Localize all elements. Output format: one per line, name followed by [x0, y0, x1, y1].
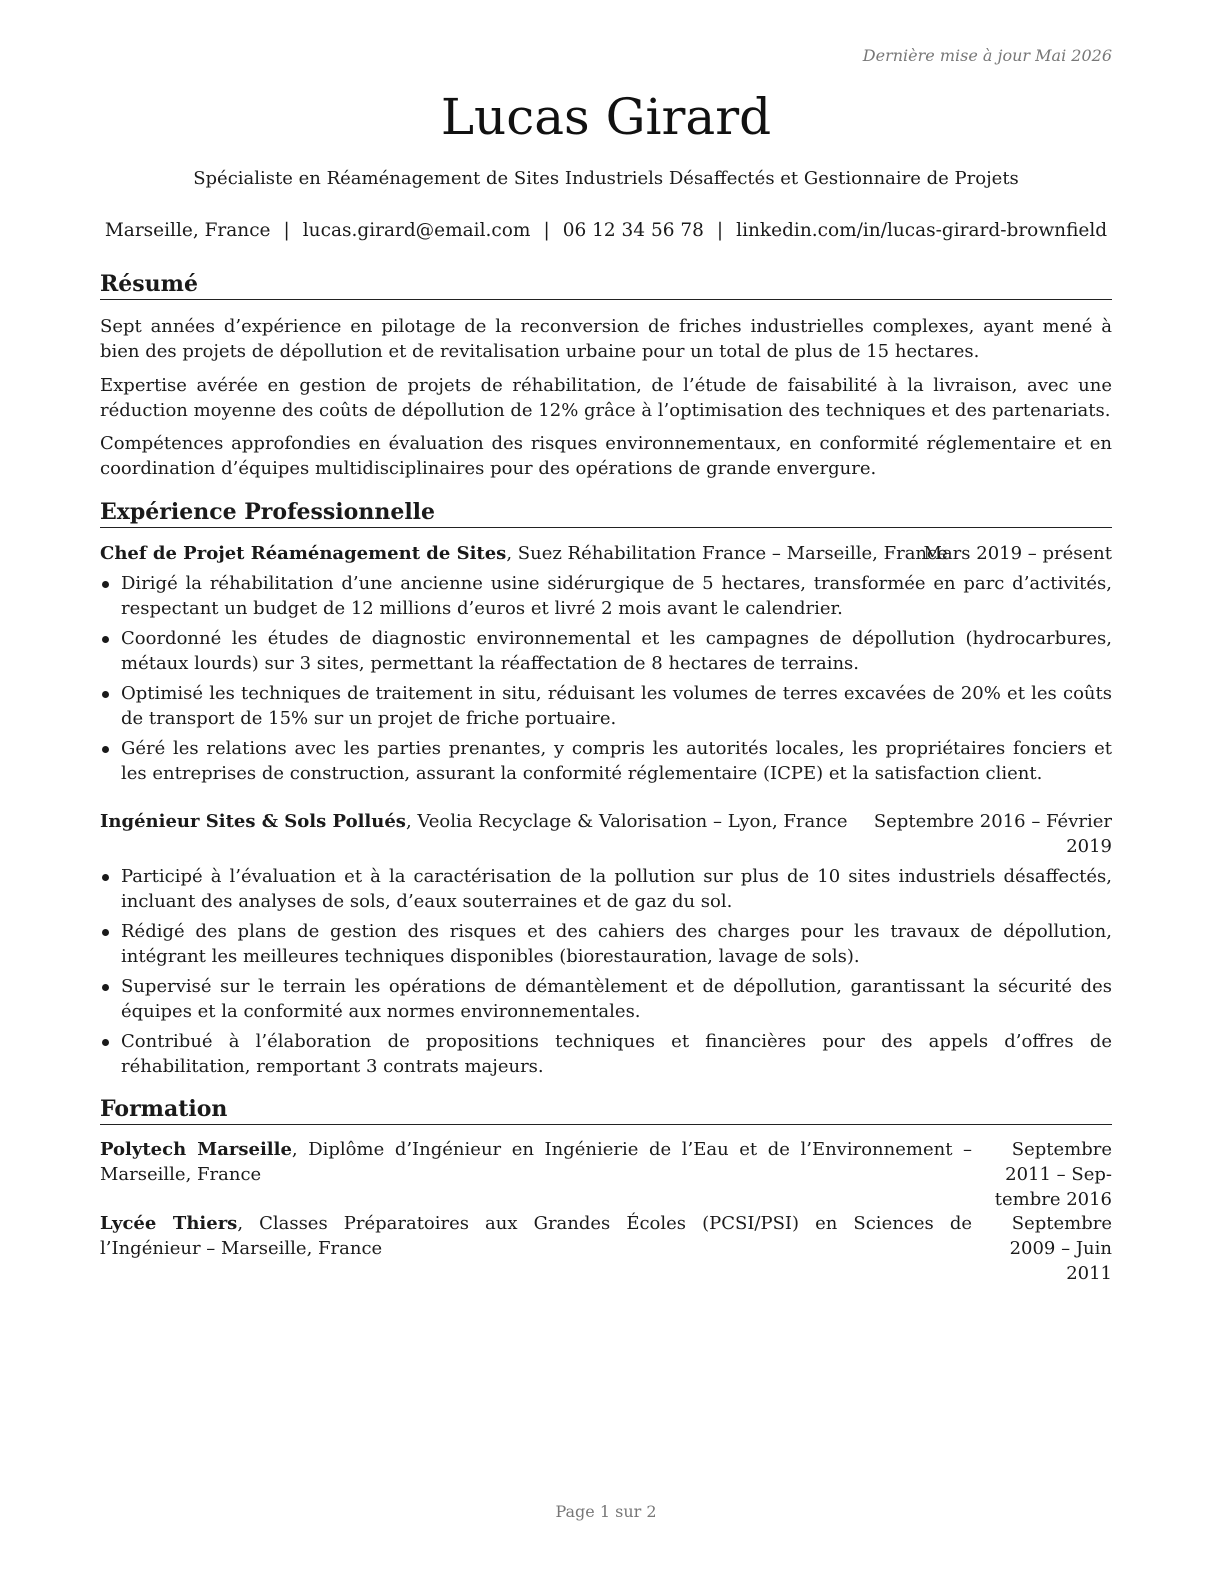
- contact-separator: |: [543, 220, 550, 241]
- contact-separator: |: [283, 220, 290, 241]
- education-dates-line: tembre 2016: [994, 1189, 1112, 1210]
- job-bullet: [100, 571, 1112, 621]
- job-bullet-text: Supervisé sur le terrain les opérations de démantèlement et de dépollution, garantissant la sécurité des équipes et la conformité aux normes environnementales.: [121, 976, 1112, 1022]
- job-bullet-text: Participé à l’évaluation et à la caractérisation de la pollution sur plus de 10 sites industriels désaffectés, incluant des analyses de sols, d’eaux souterraines et de gaz du sol.: [121, 866, 1112, 912]
- section-title-education: Formation: [100, 1095, 1112, 1125]
- candidate-name: Lucas Girard: [440, 88, 772, 146]
- job-bullet: [100, 626, 1112, 676]
- contact-linkedin-link[interactable]: linkedin.com/in/lucas-girard-brownfield: [736, 220, 1108, 241]
- section-title-summary: Résumé: [100, 270, 1112, 300]
- job-bullet-text: Coordonné les études de diagnostic environnemental et les campagnes de dépollution (hydrocarbures, métaux lourds) sur 3 sites, permettant la réaffectation de 8 hectares de terrains.: [121, 628, 1112, 674]
- resume-page: [100, 0, 1112, 1584]
- job-header: [100, 809, 1112, 859]
- section-title-experience: Expérience Professionnelle: [100, 498, 1112, 528]
- job-role: Chef de Projet Réaménagement de Sites: [100, 543, 507, 564]
- job-bullet-text: Géré les relations avec les parties prenantes, y compris les autorités locales, les propriétaires fonciers et les entreprises de construction, assurant la conformité réglementaire (ICPE) et la satisfaction client.: [121, 738, 1112, 784]
- bullet-dot-icon: [102, 691, 109, 698]
- last-updated-note: Dernière mise à jour Mai 2026: [862, 46, 1112, 65]
- job-role: Ingénieur Sites & Sols Pollués: [100, 811, 406, 832]
- job-org: , Suez Réhabilitation France – Marseille, France: [506, 543, 948, 564]
- education-dates-line: 2011: [1066, 1263, 1112, 1284]
- job-bullet-list: [100, 571, 1112, 791]
- job-bullet-text: Rédigé des plans de gestion des risques et des cahiers des charges pour les travaux de dépollution, intégrant les meilleures techniques disponibles (biorestauration, lavage de sols).: [121, 921, 1112, 967]
- contact-line: [100, 219, 1112, 243]
- job-dates-line: 2019: [1066, 836, 1112, 857]
- bullet-dot-icon: [102, 1039, 109, 1046]
- bullet-dot-icon: [102, 984, 109, 991]
- education-school-detail: [100, 1211, 972, 1261]
- job-bullet: [100, 864, 1112, 914]
- contact-email-link[interactable]: lucas.girard@email.com: [302, 220, 531, 241]
- contact-phone: 06 12 34 56 78: [562, 220, 704, 241]
- summary-paragraph: Sept années d’expérience en pilotage de la reconversion de friches industrielles complexes, ayant mené à bien des projets de dépollution et de revitalisation urbaine pour un total de plus de 15 hectares.: [100, 316, 1112, 362]
- education-school: Lycée Thiers: [100, 1213, 238, 1234]
- job-dates: Mars 2019 – présent: [923, 543, 1112, 564]
- contact-location: Marseille, France: [104, 220, 271, 241]
- job-bullet-text: Dirigé la réhabilitation d’une ancienne usine sidérurgique de 5 hectares, transformée en parc d’activités, respectant un budget de 12 millions d’euros et livré 2 mois avant le calendrier.: [121, 573, 1112, 619]
- job-bullet: [100, 919, 1112, 969]
- job-bullet: [100, 974, 1112, 1024]
- candidate-headline: Spécialiste en Réaménagement de Sites Industriels Désaffectés et Gestionnaire de Projets: [193, 168, 1019, 189]
- job-bullet-text: Optimisé les techniques de traitement in situ, réduisant les volumes de terres excavées de 20% et les coûts de transport de 15% sur un projet de friche portuaire.: [121, 683, 1112, 729]
- education-school: Polytech Marseille: [100, 1139, 292, 1160]
- summary-paragraph: Compétences approfondies en évaluation des risques environnementaux, en conformité réglementaire et en coordination d’équipes multidisciplinaires pour des opérations de grande envergure.: [100, 433, 1112, 479]
- job-bullet: [100, 1029, 1112, 1079]
- job-title-org: [100, 541, 948, 566]
- bullet-dot-icon: [102, 874, 109, 881]
- education-dates-line: Septembre 2011 – Sep-: [1005, 1139, 1112, 1185]
- bullet-dot-icon: [102, 929, 109, 936]
- summary-paragraph: Expertise avérée en gestion de projets de réhabilitation, de l’étude de faisabilité à la livraison, avec une réduction moyenne des coûts de dépollution de 12% grâce à l’optimisation des techniques et des partenariats.: [100, 375, 1112, 421]
- education-dates: [972, 1137, 1112, 1212]
- job-org: , Veolia Recyclage & Valorisation – Lyon, France: [405, 811, 848, 832]
- job-title-org: [100, 809, 848, 834]
- job-dates: [874, 809, 1112, 859]
- job-bullet-text: Contribué à l’élaboration de propositions techniques et financières pour des appels d’offres de réhabilitation, remportant 3 contrats majeurs.: [121, 1031, 1112, 1077]
- education-school-detail: [100, 1137, 972, 1187]
- bullet-dot-icon: [102, 636, 109, 643]
- contact-separator: |: [716, 220, 724, 241]
- page-number: Page 1 sur 2: [555, 1502, 657, 1521]
- education-dates: [972, 1211, 1112, 1286]
- education-detail: , Classes Préparatoires aux Grandes Écoles (PCSI/PSI) en Sciences de l’Ingénieur – Marseille, France: [100, 1213, 972, 1259]
- job-bullet: [100, 681, 1112, 731]
- job-dates-line: Septembre 2016 – Février: [873, 811, 1112, 832]
- job-bullet-list: [100, 864, 1112, 1084]
- education-detail: , Diplôme d’Ingénieur en Ingénierie de l’Eau et de l’Environnement – Marseille, France: [100, 1139, 972, 1185]
- job-bullet: [100, 736, 1112, 786]
- bullet-dot-icon: [102, 746, 109, 753]
- education-dates-line: Septembre 2009 – Juin: [1009, 1213, 1112, 1259]
- bullet-dot-icon: [102, 581, 109, 588]
